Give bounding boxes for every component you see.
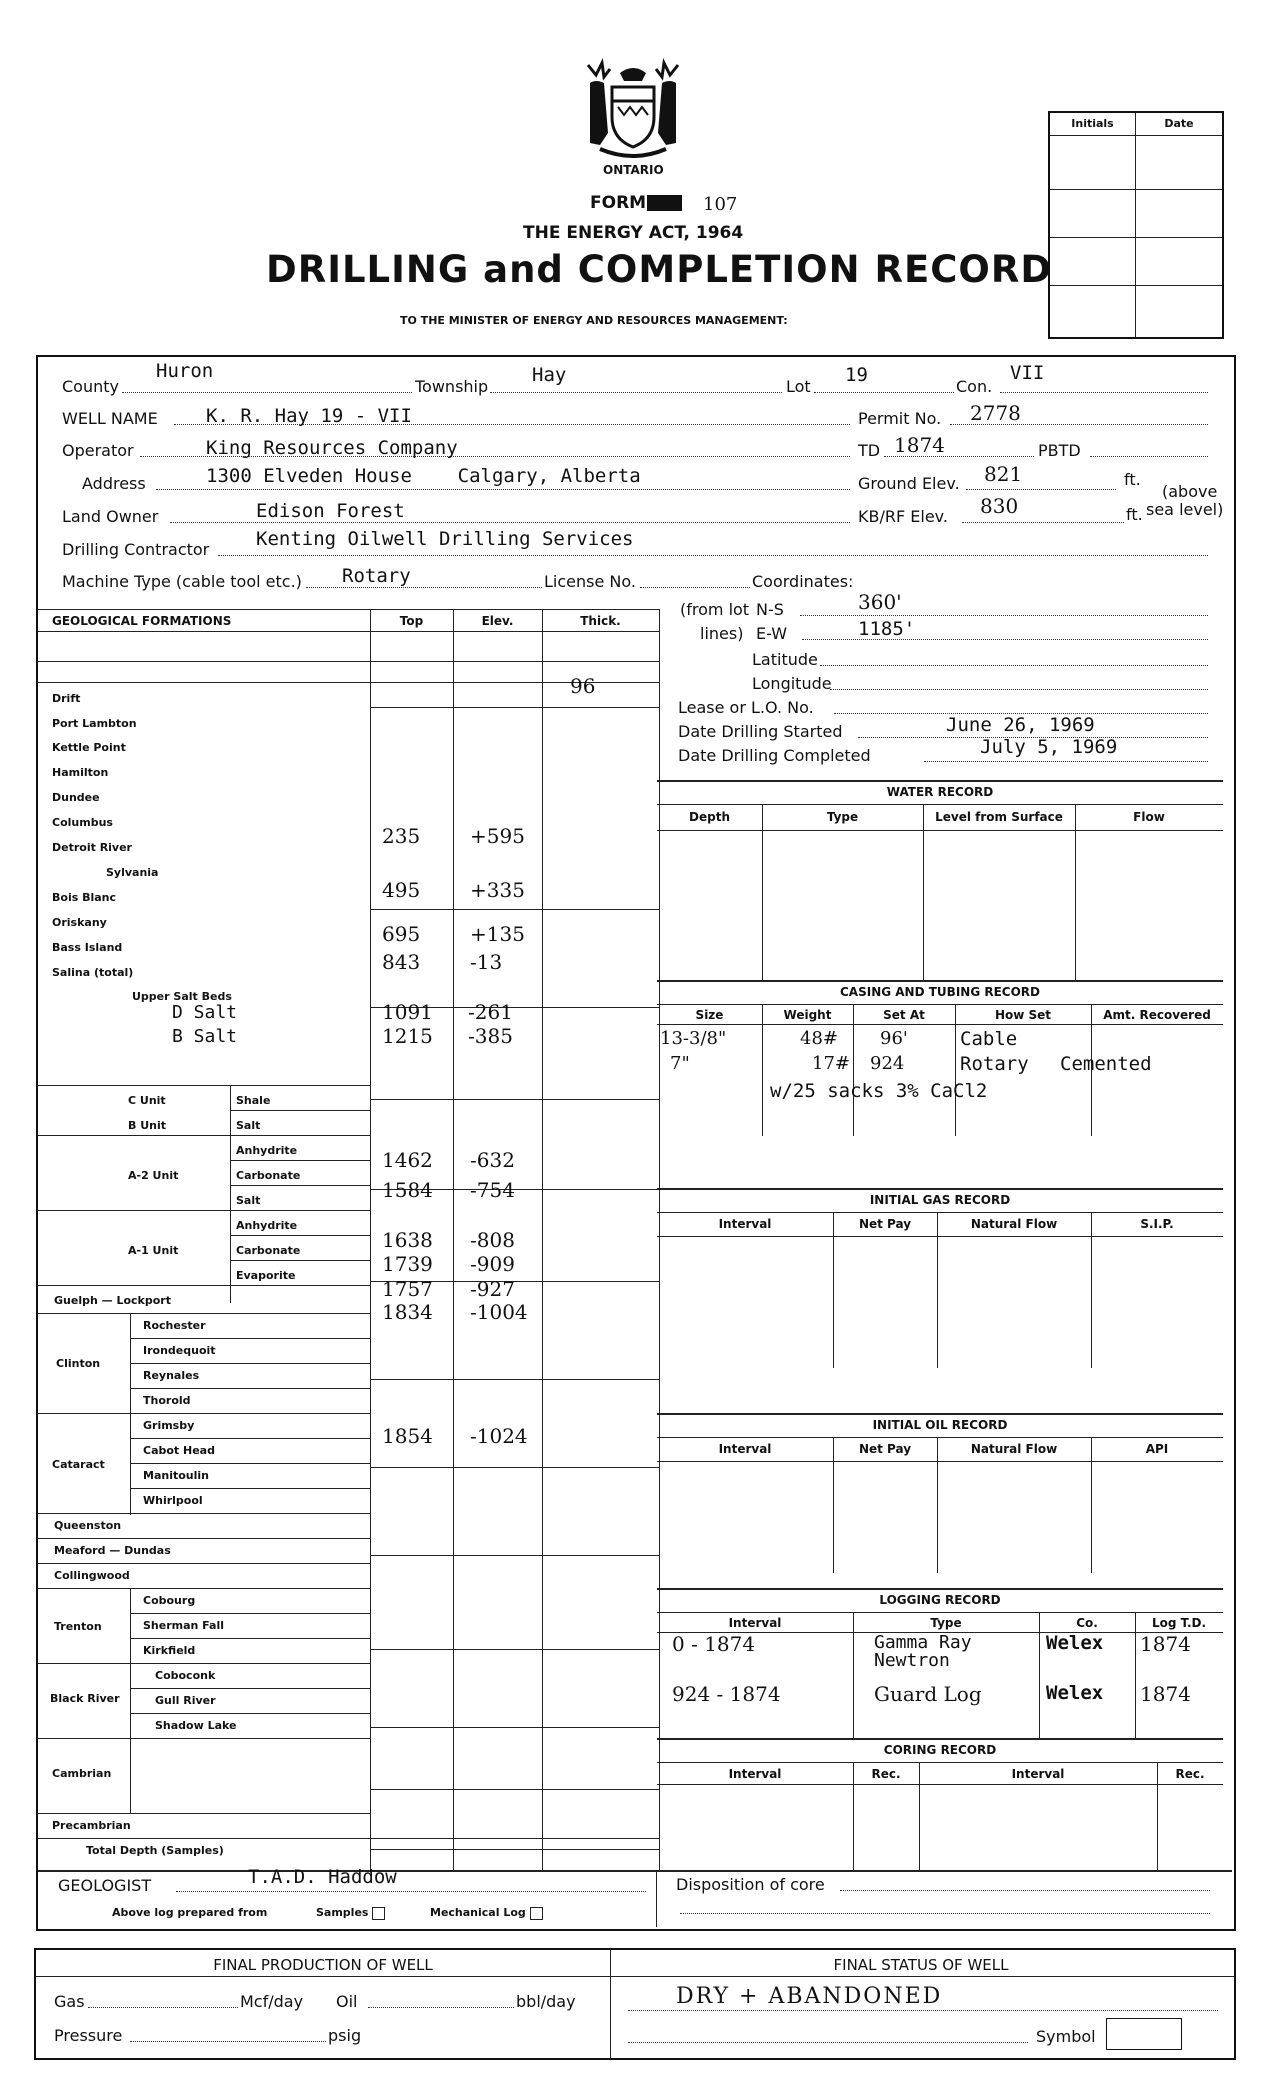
d-salt-elev: -261: [468, 1000, 513, 1024]
td-value: 1874: [894, 433, 945, 457]
ns-value: 360': [858, 590, 902, 614]
lease-label: Lease or L.O. No.: [678, 698, 814, 717]
queenston: Queenston: [54, 1519, 122, 1532]
log-td-2: 1874: [1140, 1682, 1191, 1706]
mcf-label: Mcf/day: [240, 1992, 304, 2011]
logging-header-log-td: Log T.D.: [1151, 1616, 1207, 1630]
well-name-label: WELL NAME: [62, 409, 158, 428]
a2-carbonate: Carbonate: [236, 1169, 301, 1182]
casing-set-1: 96': [880, 1028, 908, 1049]
b-salt-elev: -385: [468, 1024, 513, 1048]
ground-elev-label: Ground Elev.: [858, 474, 960, 493]
unit-elev-3: -808: [470, 1228, 515, 1252]
casing-header-size: Size: [695, 1008, 724, 1022]
unit-elev-5: -927: [470, 1277, 515, 1301]
machine-type-label: Machine Type (cable tool etc.): [62, 572, 302, 591]
salina-top: 843: [382, 950, 421, 974]
a2-anhydrite: Anhydrite: [236, 1144, 298, 1157]
disposition-label: Disposition of core: [676, 1875, 825, 1894]
mechanical-log-checkbox-label: Mechanical Log: [430, 1906, 543, 1920]
permit-label: Permit No.: [858, 409, 942, 428]
initials-header: Initials: [1071, 117, 1114, 130]
geo-header-top: Top: [399, 614, 424, 628]
kbrf-value: 830: [980, 494, 1019, 518]
a1-unit-label: A-1 Unit: [128, 1244, 179, 1257]
form-stamp: [647, 195, 682, 211]
log-type-1: Gamma Ray: [874, 1632, 972, 1653]
lot-label: Lot: [786, 377, 811, 396]
final-status-value: DRY + ABANDONED: [676, 1984, 943, 2009]
trenton-sherman-fall: Sherman Fall: [143, 1619, 225, 1632]
water-header-type: Type: [826, 810, 859, 824]
completed-label: Date Drilling Completed: [678, 746, 871, 765]
cataract-whirlpool: Whirlpool: [143, 1494, 203, 1507]
guelph-lockport: Guelph — Lockport: [54, 1294, 171, 1307]
log-co-2: Welex: [1046, 1682, 1104, 1704]
geo-header-formations: GEOLOGICAL FORMATIONS: [52, 614, 232, 628]
land-owner-value: Edison Forest: [256, 500, 405, 522]
pressure-label: Pressure: [54, 2026, 123, 2045]
gas-record-table: [657, 1188, 1223, 1368]
oil-header-net-pay: Net Pay: [858, 1442, 912, 1456]
operator-value: King Resources Company: [206, 437, 458, 459]
casing-how-2: Rotary: [960, 1053, 1029, 1075]
oil-record-table: [657, 1413, 1223, 1573]
lot-value: 19: [845, 364, 868, 386]
casing-note: w/25 sacks 3% CaCl2: [770, 1080, 988, 1102]
a2-salt: Salt: [236, 1194, 261, 1207]
b-unit-label: B Unit: [128, 1119, 167, 1132]
lines-label: lines): [700, 624, 744, 643]
drift-thick: 96: [570, 674, 596, 698]
completed-value: July 5, 1969: [980, 736, 1118, 758]
gas-header-net-pay: Net Pay: [858, 1217, 912, 1231]
township-label: Township: [415, 377, 489, 396]
initials-date-box: [1048, 111, 1224, 339]
coring-header-rec-2: Rec.: [1175, 1767, 1205, 1781]
unit-top-4: 1739: [382, 1252, 433, 1276]
logging-record-title: LOGGING RECORD: [879, 1593, 1001, 1607]
oil-header-natural-flow: Natural Flow: [970, 1442, 1058, 1456]
final-production-title: FINAL PRODUCTION OF WELL: [213, 1956, 433, 1974]
casing-how-1: Cable: [960, 1028, 1018, 1050]
log-co-1: Welex: [1046, 1632, 1104, 1654]
clinton-irondequoit: Irondequoit: [143, 1344, 216, 1357]
clinton-thorold: Thorold: [143, 1394, 191, 1407]
township-value: Hay: [532, 364, 567, 386]
casing-amt-2: Cemented: [1060, 1053, 1152, 1075]
longitude-label: Longitude: [752, 674, 832, 693]
coordinates-label: Coordinates:: [752, 572, 854, 591]
geo-header-thick: Thick.: [580, 614, 621, 628]
water-record-title: WATER RECORD: [886, 785, 994, 799]
black-river-coboconk: Coboconk: [155, 1669, 216, 1682]
started-value: June 26, 1969: [946, 714, 1095, 736]
cataract-label: Cataract: [52, 1458, 105, 1471]
final-status-title: FINAL STATUS OF WELL: [833, 1956, 1009, 1974]
oil-header-interval: Interval: [718, 1442, 772, 1456]
county-label: County: [62, 377, 119, 396]
unit-elev-4: -909: [470, 1252, 515, 1276]
unit-elev-2: -754: [470, 1178, 515, 1202]
geo-row-sylvania: Sylvania: [106, 866, 159, 879]
province-label: ONTARIO: [603, 163, 664, 177]
ground-elev-value: 821: [984, 462, 1023, 486]
form-label: FORM: [590, 193, 647, 213]
prepared-from-label: Above log prepared from: [112, 1906, 268, 1919]
geo-row-dundee: Dundee: [52, 791, 100, 804]
well-name-value: K. R. Hay 19 - VII: [206, 405, 412, 427]
ns-label: N-S: [756, 600, 784, 619]
geo-row-d-salt: D Salt: [172, 1002, 238, 1023]
date-header: Date: [1164, 117, 1194, 130]
casing-header-amt-recovered: Amt. Recovered: [1103, 1008, 1211, 1022]
cambrian-label: Cambrian: [52, 1767, 112, 1780]
unit-top-3: 1638: [382, 1228, 433, 1252]
b-salt-top: 1215: [382, 1024, 433, 1048]
casing-size-1: 13-3/8": [660, 1028, 727, 1049]
geo-row-bois-blanc: Bois Blanc: [52, 891, 117, 904]
permit-value: 2778: [970, 401, 1021, 425]
coring-header-interval-2: Interval: [1011, 1767, 1065, 1781]
unit-top-7: 1854: [382, 1424, 433, 1448]
bois-blanc-top: 495: [382, 878, 421, 902]
coring-header-interval-1: Interval: [728, 1767, 782, 1781]
mechanical-log-checkbox[interactable]: [530, 1907, 543, 1920]
coring-header-rec-1: Rec.: [871, 1767, 901, 1781]
water-header-flow: Flow: [1133, 810, 1165, 824]
water-header-depth: Depth: [689, 810, 730, 824]
unit-elev-6: -1004: [470, 1300, 528, 1324]
a1-evaporite: Evaporite: [236, 1269, 296, 1282]
casing-set-2: 924: [870, 1053, 905, 1074]
a1-anhydrite: Anhydrite: [236, 1219, 298, 1232]
geo-row-hamilton: Hamilton: [52, 766, 109, 779]
symbol-box[interactable]: [1106, 2018, 1182, 2050]
samples-checkbox[interactable]: [372, 1907, 385, 1920]
log-type-1b: Newtron: [874, 1650, 950, 1671]
geologist-label: GEOLOGIST: [58, 1876, 152, 1895]
a2-unit-label: A-2 Unit: [128, 1169, 179, 1182]
county-value: Huron: [156, 360, 214, 382]
psig-label: psig: [328, 2026, 362, 2045]
logging-header-type: Type: [930, 1616, 962, 1630]
address-label: Address: [82, 474, 146, 493]
geo-row-upper-salt-beds: Upper Salt Beds: [132, 990, 232, 1003]
above-sea-level-2: sea level): [1146, 500, 1224, 519]
c-unit-label: C Unit: [128, 1094, 166, 1107]
con-label: Con.: [956, 377, 993, 396]
gas-label: Gas: [54, 1992, 85, 2011]
from-lot-label: (from lot: [680, 600, 750, 619]
unit-top-5: 1757: [382, 1277, 433, 1301]
unit-top-2: 1584: [382, 1178, 433, 1202]
gas-header-natural-flow: Natural Flow: [970, 1217, 1058, 1231]
gas-record-title: INITIAL GAS RECORD: [869, 1193, 1011, 1207]
meaford-dundas: Meaford — Dundas: [54, 1544, 171, 1557]
geologist-name: T.A.D. Haddow: [248, 1866, 397, 1888]
to-minister-line: TO THE MINISTER OF ENERGY AND RESOURCES MANAGEMENT:: [400, 314, 788, 327]
bbl-label: bbl/day: [516, 1992, 576, 2011]
unit-elev-1: -632: [470, 1148, 515, 1172]
kbrf-ft: ft.: [1126, 505, 1143, 524]
ew-label: E-W: [756, 624, 788, 643]
operator-label: Operator: [62, 441, 134, 460]
bois-blanc-elev: +335: [470, 878, 525, 902]
contractor-value: Kenting Oilwell Drilling Services: [256, 528, 634, 550]
casing-size-2: 7": [670, 1053, 690, 1074]
geo-row-port-lambton: Port Lambton: [52, 717, 137, 730]
black-river-label: Black River: [50, 1692, 120, 1705]
unit-top-6: 1834: [382, 1300, 433, 1324]
geo-row-salina: Salina (total): [52, 966, 134, 979]
page-title: DRILLING and COMPLETION RECORD: [266, 248, 1053, 291]
gas-header-sip: S.I.P.: [1140, 1217, 1174, 1231]
ontario-coat-of-arms-icon: [578, 55, 688, 165]
trenton-cobourg: Cobourg: [143, 1594, 196, 1607]
water-header-level: Level from Surface: [935, 810, 1063, 824]
unit-elev-7: -1024: [470, 1424, 528, 1448]
columbus-elev: +595: [470, 824, 525, 848]
logging-header-co: Co.: [1076, 1616, 1098, 1630]
log-interval-1: 0 - 1874: [672, 1632, 756, 1656]
clinton-rochester: Rochester: [143, 1319, 206, 1332]
water-record-table: [657, 780, 1223, 980]
clinton-label: Clinton: [56, 1357, 101, 1370]
casing-header-how-set: How Set: [994, 1008, 1052, 1022]
samples-checkbox-label: Samples: [316, 1906, 385, 1920]
collingwood: Collingwood: [54, 1569, 130, 1582]
geo-row-bass-island: Bass Island: [52, 941, 123, 954]
license-label: License No.: [544, 572, 636, 591]
logging-header-interval: Interval: [728, 1616, 782, 1630]
oil-record-title: INITIAL OIL RECORD: [872, 1418, 1008, 1432]
energy-act: THE ENERGY ACT, 1964: [523, 223, 744, 243]
geo-row-kettle-point: Kettle Point: [52, 741, 126, 754]
trenton-kirkfield: Kirkfield: [143, 1644, 196, 1657]
casing-weight-2: 17#: [812, 1053, 850, 1074]
coring-record-title: CORING RECORD: [883, 1743, 997, 1757]
columbus-top: 235: [382, 824, 421, 848]
precambrian-label: Precambrian: [52, 1819, 131, 1832]
total-depth-label: Total Depth (Samples): [86, 1844, 224, 1857]
d-salt-top: 1091: [382, 1000, 433, 1024]
casing-record-title: CASING AND TUBING RECORD: [840, 985, 1040, 999]
machine-type-value: Rotary: [342, 565, 411, 587]
geo-row-drift: Drift: [52, 692, 81, 705]
a1-carbonate: Carbonate: [236, 1244, 301, 1257]
b-unit-salt: Salt: [236, 1119, 261, 1132]
c-unit-shale: Shale: [236, 1094, 271, 1107]
black-river-gull-river: Gull River: [155, 1694, 216, 1707]
cataract-grimsby: Grimsby: [143, 1419, 195, 1432]
salina-elev: -13: [470, 950, 503, 974]
address-value: 1300 Elveden House Calgary, Alberta: [206, 465, 641, 487]
form-number: 107: [703, 194, 738, 215]
kbrf-label: KB/RF Elev.: [858, 507, 948, 526]
trenton-label: Trenton: [54, 1620, 102, 1633]
ground-elev-ft: ft.: [1124, 470, 1141, 489]
oil-label: Oil: [336, 1992, 358, 2011]
log-td-1: 1874: [1140, 1632, 1191, 1656]
black-river-shadow-lake: Shadow Lake: [155, 1719, 237, 1732]
cataract-cabot-head: Cabot Head: [143, 1444, 215, 1457]
geo-row-b-salt: B Salt: [172, 1026, 238, 1047]
geo-row-columbus: Columbus: [52, 816, 113, 829]
ew-value: 1185': [858, 618, 916, 640]
bass-island-top: 695: [382, 922, 421, 946]
above-sea-level-1: (above: [1162, 482, 1218, 501]
clinton-reynales: Reynales: [143, 1369, 200, 1382]
casing-header-set-at: Set At: [883, 1008, 925, 1022]
started-label: Date Drilling Started: [678, 722, 843, 741]
casing-weight-1: 48#: [800, 1028, 838, 1049]
land-owner-label: Land Owner: [62, 507, 159, 526]
coring-record-table: [657, 1738, 1223, 1870]
geo-row-detroit-river: Detroit River: [52, 841, 132, 854]
geo-header-elev: Elev.: [481, 614, 514, 628]
bass-island-elev: +135: [470, 922, 525, 946]
unit-top-1: 1462: [382, 1148, 433, 1172]
log-interval-2: 924 - 1874: [672, 1682, 781, 1706]
pbtd-label: PBTD: [1038, 441, 1081, 460]
contractor-label: Drilling Contractor: [62, 540, 210, 559]
casing-header-weight: Weight: [783, 1008, 832, 1022]
log-type-2: Guard Log: [874, 1682, 982, 1706]
geo-row-oriskany: Oriskany: [52, 916, 107, 929]
gas-header-interval: Interval: [718, 1217, 772, 1231]
latitude-label: Latitude: [752, 650, 818, 669]
oil-header-api: API: [1145, 1442, 1169, 1456]
symbol-label: Symbol: [1036, 2027, 1096, 2046]
cataract-manitoulin: Manitoulin: [143, 1469, 209, 1482]
td-label: TD: [858, 441, 881, 460]
con-value: VII: [1010, 362, 1045, 384]
